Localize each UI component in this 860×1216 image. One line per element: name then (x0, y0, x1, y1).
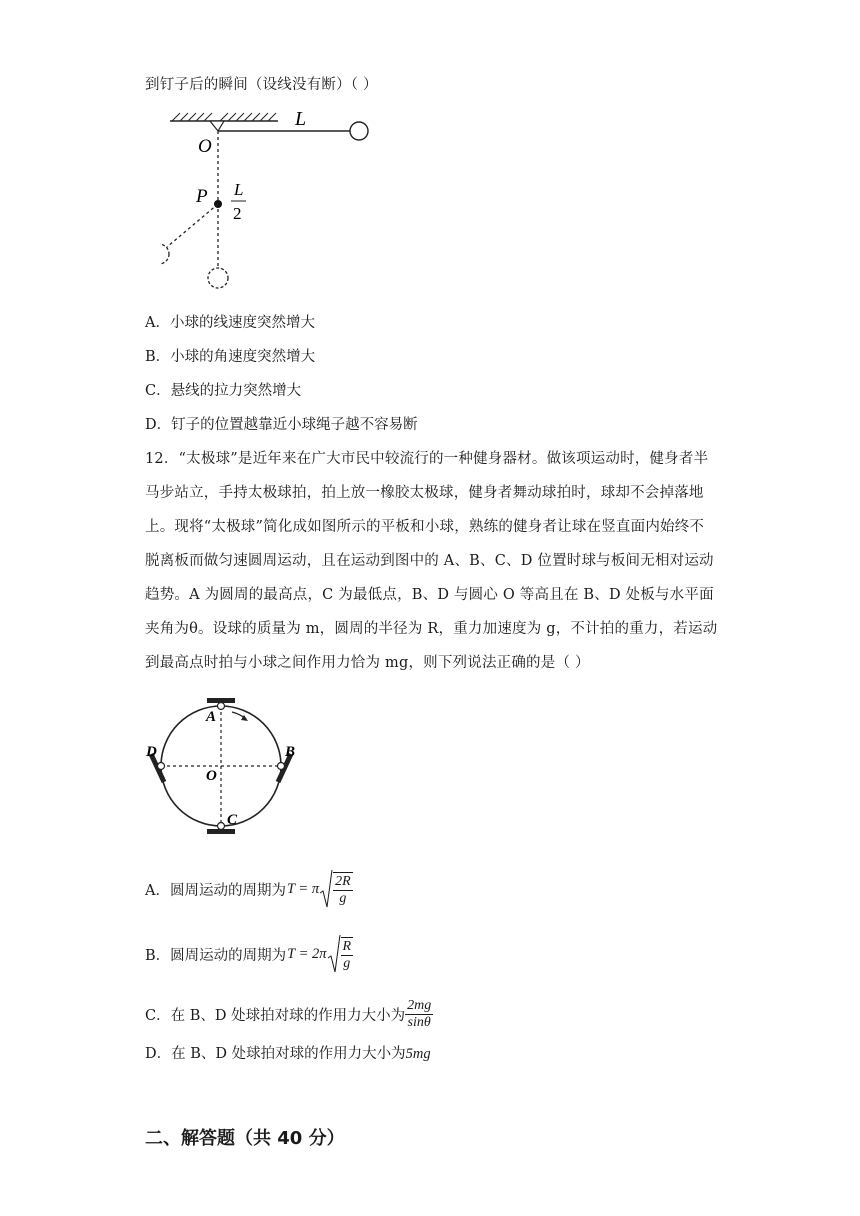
q12-option-d (145, 1042, 431, 1063)
q12-option-b-frac: $\frac{R}{g}$ (342, 939, 352, 971)
label-P: P (196, 186, 208, 207)
q12-line-7: 到最高点时拍与小球之间作用力恰为 mg，则下列说法正确的是（ ） (145, 655, 590, 671)
q12-option-b-prefix: B．圆周运动的周期为 (145, 947, 287, 964)
q12-line-4: 脱离板而做匀速圆周运动，且在运动到图中的 A、B、C、D 位置时球与板间无相对运动 (145, 553, 714, 569)
q12-line-5: 趋势。A 为圆周的最高点，C 为最低点，B、D 与圆心 O 等高且在 B、D 处板与水平面 (145, 587, 714, 603)
q12-option-c-prefix: C．在 B、D 处球拍对球的作用力大小为 (145, 1007, 406, 1024)
q12-option-d-prefix: D．在 B、D 处球拍对球的作用力大小为 (145, 1046, 406, 1062)
q11-option-d: D．钉子的位置越靠近小球绳子越不容易断 (145, 417, 418, 433)
q12-line-3: 上。现将“太极球”简化成如图所示的平板和小球，熟练的健身者让球在竖直面内始终不 (145, 519, 705, 535)
q11-stem-end: 到钉子后的瞬间（设线没有断）（ ） (145, 77, 378, 93)
label-C: C (227, 812, 238, 828)
q12-option-b-lhs: T = 2π (287, 945, 327, 962)
sqrt-symbol (319, 869, 333, 909)
q12-option-d-value: 5mg (405, 1046, 431, 1062)
q11-option-b: B．小球的角速度突然增大 (145, 349, 316, 365)
label-O: O (206, 768, 217, 784)
label-D: D (146, 744, 157, 760)
label-half-den: 2 (233, 204, 242, 223)
q12-line-2: 马步站立，手持太极球拍，拍上放一橡胶太极球，健身者舞动球拍时，球却不会掉落地 (145, 485, 704, 501)
label-half-num: L (234, 180, 244, 199)
q12-line-1: 12．“太极球”是近年来在广大市民中较流行的一种健身器材。做该项运动时，健身者半 (145, 451, 709, 467)
q12-line-6: 夹角为θ。设球的质量为 m，圆周的半径为 R，重力加速度为 g，不计拍的重力，若运动 (145, 621, 718, 637)
q12-option-a-frac: $\frac{2R}{g}$ (335, 874, 351, 906)
section-title: 二、解答题（共 40 分） (145, 1128, 345, 1149)
label-B: B (285, 744, 296, 760)
q12-option-b (145, 933, 353, 975)
label-L: L (295, 108, 307, 130)
q11-pendulum-figure (160, 105, 400, 290)
q12-option-a-prefix: A．圆周运动的周期为 (145, 882, 286, 899)
q12-option-a-lhs: T = π (286, 880, 320, 897)
q12-option-a (145, 868, 353, 910)
label-O: O (198, 136, 212, 157)
q12-option-c-frac: $\frac{2mg}{\sin\theta}$ (407, 998, 432, 1030)
q11-option-a: A．小球的线速度突然增大 (145, 315, 315, 331)
q12-circle-figure (140, 690, 320, 840)
sqrt-symbol (327, 934, 341, 974)
q11-option-c: C．悬线的拉力突然增大 (145, 383, 302, 399)
q12-option-c (145, 994, 433, 1034)
label-A: A (206, 709, 217, 725)
